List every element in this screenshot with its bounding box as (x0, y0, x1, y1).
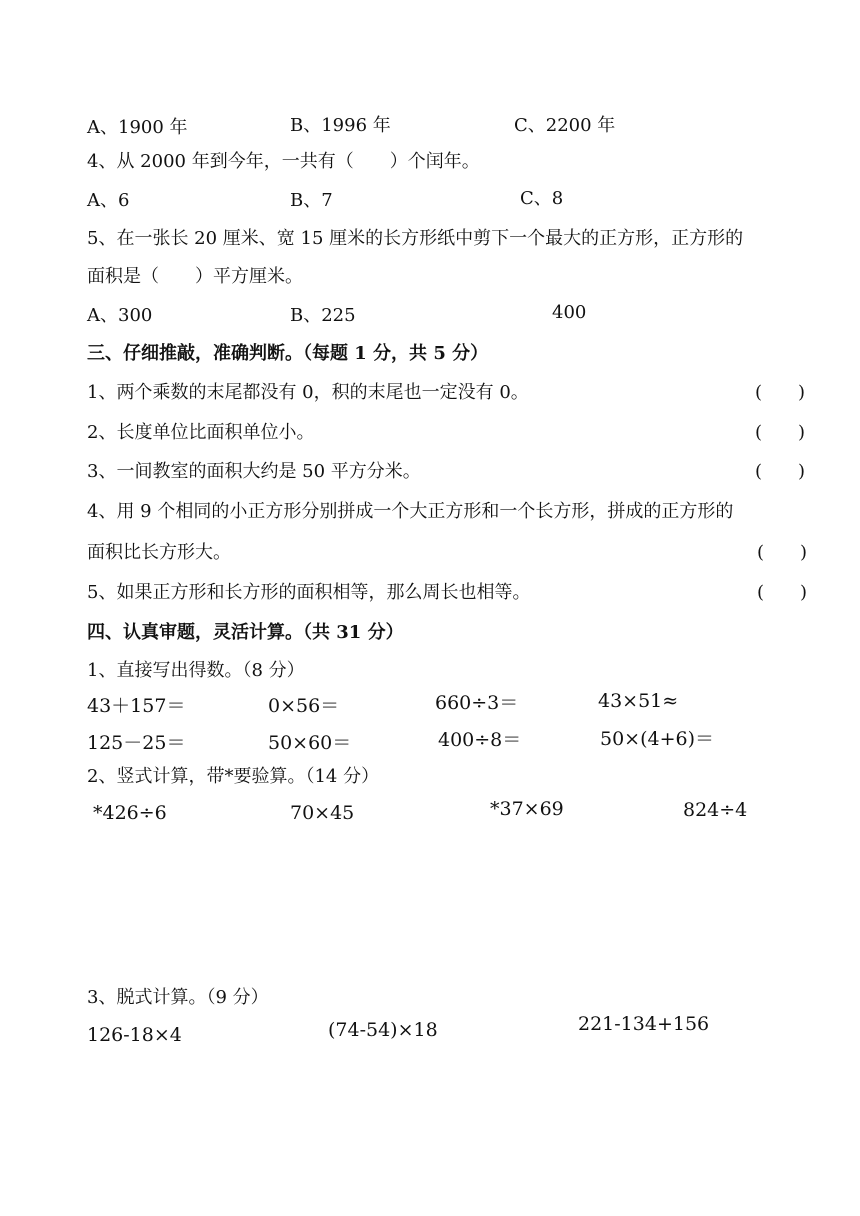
vertical-calc-2: 70×45 (290, 802, 355, 824)
q4-option-c: C、8 (520, 188, 564, 209)
judge-item-4: 4、用 9 个相同的小正方形分别拼成一个大正方形和一个长方形，拼成的正方形的 (87, 501, 734, 522)
q5-option-c: 400 (552, 302, 587, 323)
sub3-title: 3、脱式计算。（9 分） (87, 987, 269, 1008)
q3-option-c: C、2200 年 (514, 115, 616, 136)
calc-2-2: 50×60＝ (268, 732, 352, 754)
calc-2-1: 125－25＝ (87, 732, 186, 754)
judge-answer-2[interactable]: ( ) (755, 422, 806, 443)
judge-answer-3[interactable]: ( ) (755, 461, 806, 482)
judge-item-2: 2、长度单位比面积单位小。 (87, 422, 315, 443)
vertical-calc-4: 824÷4 (683, 799, 748, 821)
q3-option-b: B、1996 年 (290, 115, 391, 136)
calc-2-3: 400÷8＝ (438, 729, 522, 751)
q5-line2: 面积是（ ）平方厘米。 (87, 266, 303, 287)
q3-option-a: A、1900 年 (87, 117, 188, 138)
calc-1-4: 43×51≈ (598, 690, 679, 712)
judge-item-1: 1、两个乘数的末尾都没有 0，积的末尾也一定没有 0。 (87, 382, 529, 403)
step-calc-1: 126-18×4 (87, 1024, 182, 1046)
section4-title: 四、认真审题，灵活计算。（共 31 分） (87, 622, 404, 643)
calc-1-1: 43＋157＝ (87, 695, 186, 717)
sub1-title: 1、直接写出得数。（8 分） (87, 660, 305, 681)
judge-item-5: 5、如果正方形和长方形的面积相等，那么周长也相等。 (87, 582, 531, 603)
q5-option-a: A、300 (87, 305, 153, 326)
judge-item-4-line2: 面积比长方形大。 (87, 542, 231, 563)
q5-option-b: B、225 (290, 305, 356, 326)
calc-2-4: 50×(4+6)＝ (600, 728, 715, 750)
calc-1-2: 0×56＝ (268, 695, 340, 717)
judge-answer-1[interactable]: ( ) (755, 382, 806, 403)
step-calc-2: (74-54)×18 (328, 1019, 438, 1041)
vertical-calc-1: *426÷6 (93, 802, 167, 824)
q4-option-a: A、6 (87, 190, 130, 211)
vertical-calc-3: *37×69 (490, 798, 564, 820)
judge-answer-4[interactable]: ( ) (757, 542, 808, 563)
q5-line1: 5、在一张长 20 厘米、宽 15 厘米的长方形纸中剪下一个最大的正方形，正方形的 (87, 228, 744, 249)
q4-option-b: B、7 (290, 190, 333, 211)
judge-item-3: 3、一间教室的面积大约是 50 平方分米。 (87, 461, 421, 482)
step-calc-3: 221-134+156 (578, 1013, 710, 1035)
sub2-title: 2、竖式计算，带*要验算。（14 分） (87, 766, 380, 787)
section3-title: 三、仔细推敲，准确判断。（每题 1 分，共 5 分） (87, 343, 489, 364)
calc-1-3: 660÷3＝ (435, 692, 519, 714)
judge-answer-5[interactable]: ( ) (757, 582, 808, 603)
q4-text: 4、从 2000 年到今年，一共有（ ）个闰年。 (87, 151, 480, 172)
